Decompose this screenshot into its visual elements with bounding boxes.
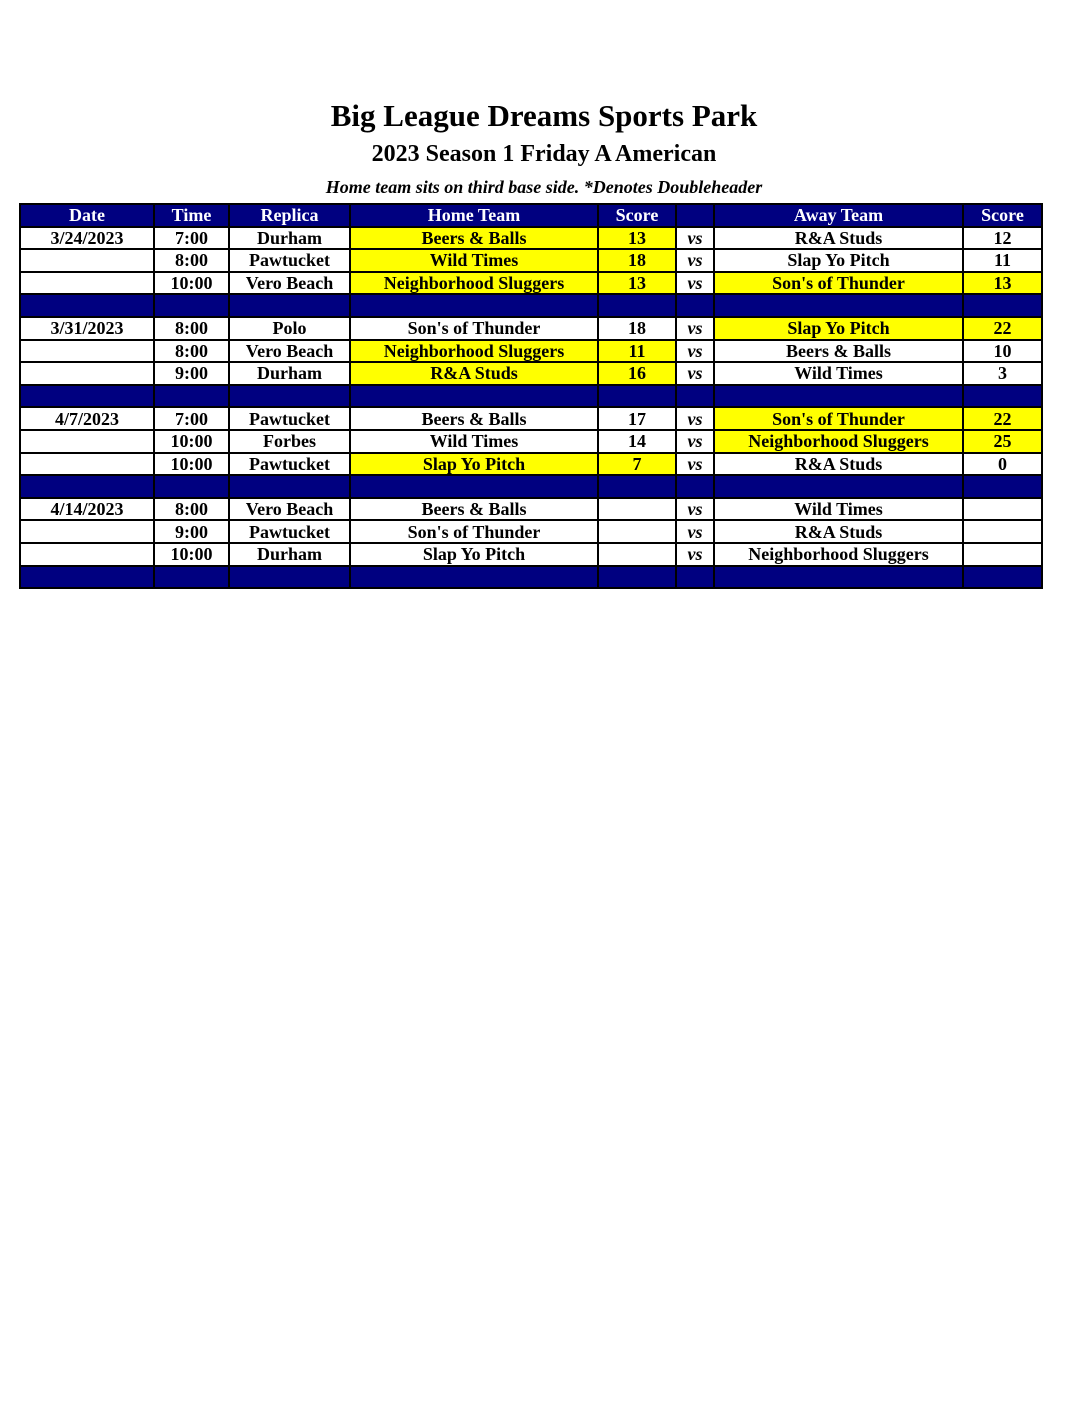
home-score-cell: 13 [598,272,676,295]
vs-cell: vs [676,249,714,272]
column-header-home-team: Home Team [350,204,598,227]
date-cell [20,453,154,476]
vs-cell: vs [676,227,714,250]
separator-cell [20,475,154,498]
away-team-cell: Wild Times [714,362,963,385]
time-cell: 10:00 [154,430,229,453]
separator-cell [350,385,598,408]
away-team-cell: R&A Studs [714,453,963,476]
away-team-cell: Wild Times [714,498,963,521]
home-score-cell: 7 [598,453,676,476]
separator-cell [229,294,350,317]
separator-cell [154,566,229,589]
date-cell [20,272,154,295]
column-header-replica: Replica [229,204,350,227]
away-score-cell: 22 [963,317,1042,340]
away-score-cell: 25 [963,430,1042,453]
vs-cell: vs [676,362,714,385]
away-team-cell: Son's of Thunder [714,407,963,430]
home-team-cell: Son's of Thunder [350,317,598,340]
home-score-cell [598,543,676,566]
time-cell: 8:00 [154,249,229,272]
separator-cell [20,294,154,317]
replica-cell: Polo [229,317,350,340]
date-cell [20,520,154,543]
vs-cell: vs [676,272,714,295]
replica-cell: Durham [229,543,350,566]
column-header-home-score: Score [598,204,676,227]
away-team-cell: Slap Yo Pitch [714,317,963,340]
schedule-table [19,203,1043,589]
home-team-cell: R&A Studs [350,362,598,385]
away-team-cell: Son's of Thunder [714,272,963,295]
separator-cell [714,385,963,408]
column-header-away-team: Away Team [714,204,963,227]
home-team-cell: Slap Yo Pitch [350,453,598,476]
away-score-cell [963,543,1042,566]
week-separator-row [20,294,1042,317]
away-team-cell: Slap Yo Pitch [714,249,963,272]
time-cell: 8:00 [154,317,229,340]
date-cell [20,430,154,453]
home-team-cell: Wild Times [350,430,598,453]
time-cell: 8:00 [154,498,229,521]
home-team-cell: Son's of Thunder [350,520,598,543]
time-cell: 10:00 [154,453,229,476]
away-team-cell: Neighborhood Sluggers [714,430,963,453]
home-score-cell [598,498,676,521]
table-row [20,317,1042,340]
separator-cell [154,475,229,498]
vs-cell: vs [676,430,714,453]
away-score-cell: 13 [963,272,1042,295]
time-cell: 7:00 [154,227,229,250]
table-row [20,249,1042,272]
away-score-cell: 3 [963,362,1042,385]
vs-cell: vs [676,340,714,363]
time-cell: 8:00 [154,340,229,363]
separator-cell [20,385,154,408]
separator-cell [229,385,350,408]
home-team-cell: Slap Yo Pitch [350,543,598,566]
replica-cell: Pawtucket [229,453,350,476]
replica-cell: Durham [229,227,350,250]
away-score-cell: 10 [963,340,1042,363]
home-score-cell: 17 [598,407,676,430]
separator-cell [229,566,350,589]
away-team-cell: Beers & Balls [714,340,963,363]
away-score-cell: 0 [963,453,1042,476]
separator-cell [714,294,963,317]
away-score-cell: 22 [963,407,1042,430]
separator-cell [963,475,1042,498]
separator-cell [714,566,963,589]
home-score-cell: 18 [598,249,676,272]
separator-cell [350,566,598,589]
separator-cell [350,475,598,498]
separator-cell [963,385,1042,408]
separator-cell [598,566,676,589]
time-cell: 9:00 [154,520,229,543]
separator-cell [154,385,229,408]
date-cell [20,249,154,272]
separator-cell [963,566,1042,589]
time-cell: 10:00 [154,543,229,566]
home-team-cell: Beers & Balls [350,498,598,521]
replica-cell: Pawtucket [229,407,350,430]
table-row [20,430,1042,453]
away-team-cell: Neighborhood Sluggers [714,543,963,566]
separator-cell [229,475,350,498]
home-score-cell: 14 [598,430,676,453]
schedule-body [20,227,1042,589]
separator-cell [714,475,963,498]
replica-cell: Forbes [229,430,350,453]
table-row [20,543,1042,566]
separator-cell [598,385,676,408]
separator-cell [963,294,1042,317]
home-team-cell: Neighborhood Sluggers [350,340,598,363]
replica-cell: Durham [229,362,350,385]
date-cell [20,340,154,363]
vs-cell: vs [676,543,714,566]
home-score-cell: 11 [598,340,676,363]
table-row [20,498,1042,521]
vs-cell: vs [676,498,714,521]
column-header-vs [676,204,714,227]
table-row [20,272,1042,295]
date-cell: 3/24/2023 [20,227,154,250]
vs-cell: vs [676,317,714,340]
separator-cell [676,566,714,589]
separator-cell [20,566,154,589]
separator-cell [598,475,676,498]
date-cell: 3/31/2023 [20,317,154,340]
time-cell: 9:00 [154,362,229,385]
home-score-cell: 13 [598,227,676,250]
column-header-time: Time [154,204,229,227]
date-cell: 4/7/2023 [20,407,154,430]
replica-cell: Vero Beach [229,498,350,521]
replica-cell: Vero Beach [229,340,350,363]
separator-cell [676,475,714,498]
separator-cell [676,294,714,317]
week-separator-row [20,566,1042,589]
vs-cell: vs [676,520,714,543]
header-row [20,204,1042,227]
home-score-cell [598,520,676,543]
vs-cell: vs [676,407,714,430]
schedule-note: Home team sits on third base side. *Denotes Doubleheader [325,177,763,197]
time-cell: 7:00 [154,407,229,430]
column-header-away-score: Score [963,204,1042,227]
page-title: Big League Dreams Sports Park [330,98,758,133]
table-row [20,227,1042,250]
table-row [20,407,1042,430]
away-score-cell [963,498,1042,521]
table-row [20,453,1042,476]
away-team-cell: R&A Studs [714,520,963,543]
away-score-cell: 11 [963,249,1042,272]
separator-cell [598,294,676,317]
replica-cell: Pawtucket [229,249,350,272]
week-separator-row [20,385,1042,408]
date-cell [20,362,154,385]
time-cell: 10:00 [154,272,229,295]
home-score-cell: 18 [598,317,676,340]
table-row [20,520,1042,543]
home-team-cell: Beers & Balls [350,407,598,430]
home-team-cell: Beers & Balls [350,227,598,250]
table-row [20,340,1042,363]
table-row [20,362,1042,385]
home-score-cell: 16 [598,362,676,385]
date-cell: 4/14/2023 [20,498,154,521]
column-header-date: Date [20,204,154,227]
page-subtitle: 2023 Season 1 Friday A American [371,141,717,167]
separator-cell [350,294,598,317]
separator-cell [154,294,229,317]
away-team-cell: R&A Studs [714,227,963,250]
replica-cell: Vero Beach [229,272,350,295]
separator-cell [676,385,714,408]
week-separator-row [20,475,1042,498]
away-score-cell [963,520,1042,543]
replica-cell: Pawtucket [229,520,350,543]
home-team-cell: Wild Times [350,249,598,272]
date-cell [20,543,154,566]
vs-cell: vs [676,453,714,476]
away-score-cell: 12 [963,227,1042,250]
home-team-cell: Neighborhood Sluggers [350,272,598,295]
